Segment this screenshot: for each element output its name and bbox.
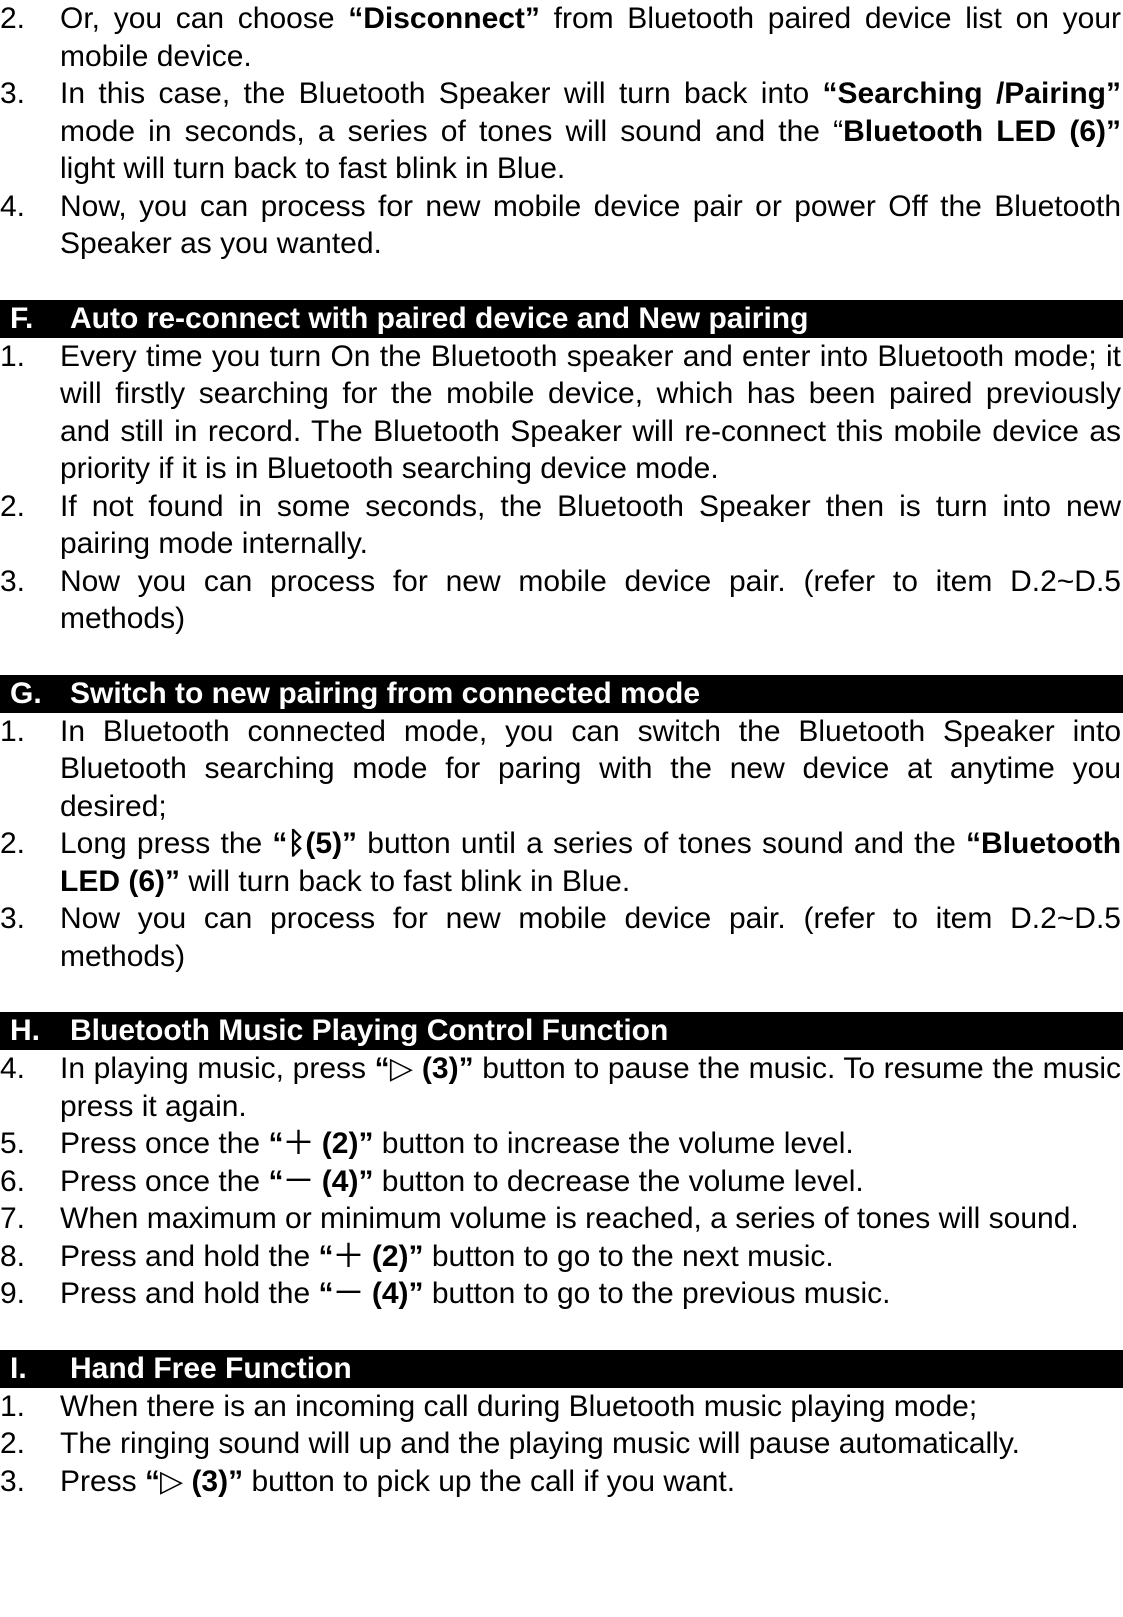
item-text: If not found in some seconds, the Bluetooth Speaker then is turn into new pairing mode internally. — [60, 489, 1121, 560]
item-text: When there is an incoming call during Bluetooth music playing mode; — [60, 1389, 978, 1423]
item-text-bold: “▷ (3)” — [374, 1052, 474, 1085]
item-text-bold: “Bluetooth LED (6)” — [60, 827, 1122, 898]
item-text: Now you can process for new mobile device pair. (refer to item D.2~D.5 methods) — [60, 564, 1121, 635]
item-text-bold: “＋ (2)” — [268, 1127, 374, 1160]
section-letter: H. — [10, 1014, 40, 1047]
item-text: button to decrease the volume level. — [373, 1164, 864, 1198]
item-text: from Bluetooth paired device list on your mobile device. — [60, 2, 1121, 73]
intro-list — [0, 0, 1123, 263]
list-item — [0, 1463, 1123, 1501]
section-heading-f — [0, 300, 1123, 338]
section-spacer — [0, 638, 1123, 675]
item-text: In Bluetooth connected mode, you can switch the Bluetooth Speaker into Bluetooth searching mode for paring with the new device at anytime you desired; — [60, 714, 1121, 823]
item-text: Press and hold the — [60, 1277, 319, 1310]
section-letter: G. — [10, 676, 42, 710]
item-number: 9. — [0, 1277, 26, 1310]
item-number: 2. — [0, 1427, 26, 1460]
section-list — [0, 338, 1123, 638]
item-number: 6. — [0, 1164, 26, 1198]
item-text: will turn back to fast blink in Blue. — [180, 864, 631, 898]
section-letter: I. — [10, 1351, 27, 1385]
section-letter: F. — [10, 301, 34, 335]
item-number: 8. — [0, 1239, 26, 1273]
item-text-bold: “▷ (3)” — [145, 1464, 244, 1498]
item-text: Press and hold the — [60, 1239, 319, 1273]
list-item — [0, 900, 1123, 975]
item-text: Long press the — [60, 827, 273, 860]
section-title: Bluetooth Music Playing Control Function — [70, 1014, 669, 1047]
section-title: Auto re-connect with paired device and New pairing — [70, 301, 809, 335]
item-text: light will turn back to fast blink in Blue. — [60, 152, 566, 185]
list-item — [0, 338, 1123, 488]
list-item — [0, 1050, 1123, 1125]
item-text: When maximum or minimum volume is reached, a series of tones will sound. — [60, 1202, 1079, 1235]
item-number: 1. — [0, 1389, 26, 1423]
item-text: button to pause the music. To resume the music press it again. — [60, 1052, 1122, 1123]
section-title: Hand Free Function — [70, 1351, 352, 1385]
list-item — [0, 1125, 1123, 1163]
item-text: Press once the — [60, 1164, 269, 1198]
section-spacer — [0, 263, 1123, 300]
item-number: 4. — [0, 189, 26, 223]
list-item — [0, 825, 1123, 900]
list-item — [0, 713, 1123, 826]
item-text: mode in seconds, a series of tones will sound and the “ — [60, 114, 844, 148]
item-text: Or, you can choose — [60, 2, 349, 35]
section-heading-g — [0, 675, 1123, 713]
section-title: Switch to new pairing from connected mode — [70, 676, 701, 710]
item-number: 1. — [0, 714, 26, 748]
item-number: 2. — [0, 489, 26, 523]
item-text: Press once the — [60, 1127, 269, 1160]
section-list — [0, 1050, 1123, 1313]
list-item — [0, 1388, 1123, 1426]
item-text: Press — [60, 1464, 146, 1498]
section-heading-i — [0, 1350, 1123, 1388]
section-list — [0, 713, 1123, 976]
section-heading-h — [0, 1012, 1123, 1050]
item-text: Now you can process for new mobile device pair. (refer to item D.2~D.5 methods) — [60, 902, 1121, 973]
item-text: button to go to the next music. — [423, 1239, 834, 1273]
list-item — [0, 75, 1123, 188]
item-number: 1. — [0, 339, 26, 373]
item-text: In playing music, press — [60, 1052, 375, 1085]
section-spacer — [0, 1313, 1123, 1350]
item-number: 3. — [0, 902, 26, 935]
item-number: 4. — [0, 1052, 26, 1085]
item-text-bold: Bluetooth LED (6)” — [843, 114, 1121, 148]
list-item — [0, 1163, 1123, 1201]
sections-container — [0, 263, 1123, 1501]
item-number: 3. — [0, 564, 26, 598]
item-text-bold: “－ (4)” — [268, 1164, 374, 1198]
item-text-bold: “Disconnect” — [348, 2, 540, 35]
item-text: Now, you can process for new mobile device pair or power Off the Bluetooth Speaker as you wanted. — [60, 189, 1121, 260]
list-item — [0, 1275, 1123, 1313]
list-item — [0, 563, 1123, 638]
item-text: button to increase the volume level. — [373, 1127, 854, 1160]
item-number: 5. — [0, 1127, 26, 1160]
item-number: 3. — [0, 77, 26, 110]
item-text-bold: “＋ (2)” — [318, 1239, 424, 1273]
item-text-bold: “－ (4)” — [318, 1277, 424, 1310]
item-text: button to pick up the call if you want. — [243, 1464, 736, 1498]
list-item — [0, 0, 1123, 75]
item-text: button until a series of tones sound and the — [357, 827, 967, 860]
list-item — [0, 1200, 1123, 1238]
item-text: Every time you turn On the Bluetooth speaker and enter into Bluetooth mode; it will firstly searching for the mobile device, which has been paired previously and still in record. The Bluetooth Speaker will re-connect this mobile device as priority if it is in Bluetooth searching device mode. — [60, 339, 1121, 485]
item-number: 2. — [0, 827, 26, 860]
item-text: In this case, the Bluetooth Speaker will turn back into — [60, 77, 823, 110]
list-item — [0, 1425, 1123, 1463]
list-item — [0, 1238, 1123, 1276]
item-text-bold: “Searching /Pairing” — [822, 77, 1121, 110]
item-text-bold: “ᛒ(5)” — [272, 827, 358, 860]
item-text: The ringing sound will up and the playing music will pause automatically. — [60, 1427, 1020, 1460]
item-number: 2. — [0, 2, 26, 35]
list-item — [0, 188, 1123, 263]
item-number: 7. — [0, 1202, 26, 1235]
list-item — [0, 488, 1123, 563]
section-spacer — [0, 975, 1123, 1012]
item-number: 3. — [0, 1464, 26, 1498]
section-list — [0, 1388, 1123, 1501]
item-text: button to go to the previous music. — [423, 1277, 891, 1310]
